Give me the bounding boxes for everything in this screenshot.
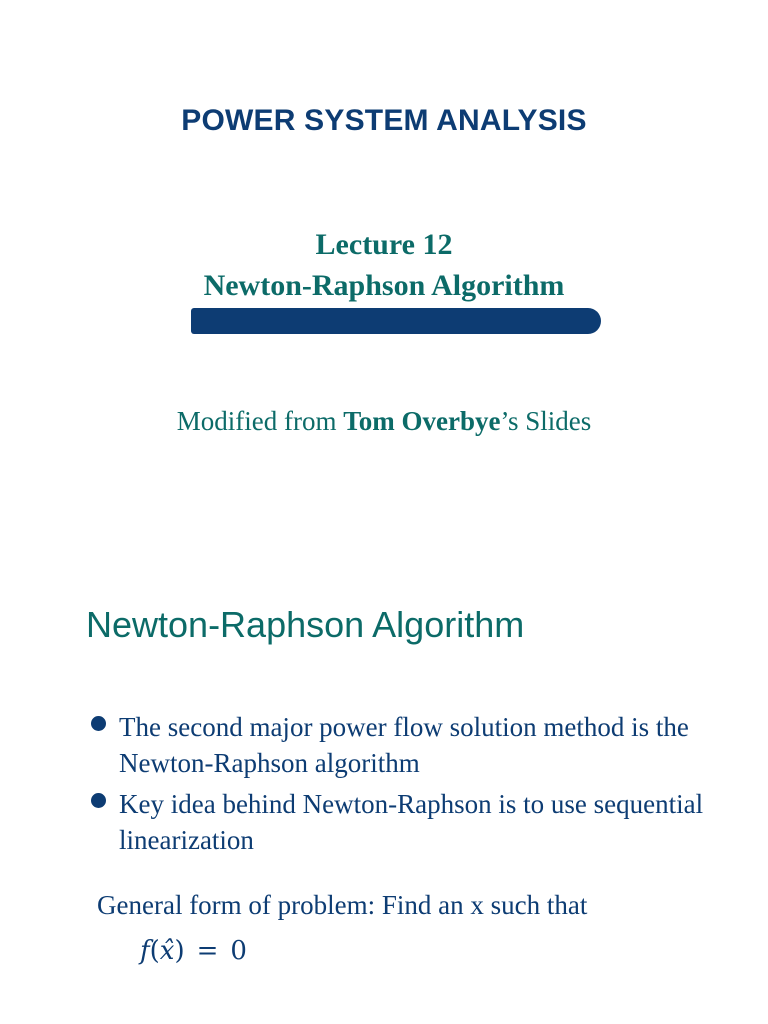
- equation-open-paren: (: [149, 936, 160, 966]
- credit-line: [0, 406, 768, 437]
- credit-suffix: ’s Slides: [500, 406, 592, 436]
- slide-title: Newton-Raphson Algorithm: [86, 604, 525, 645]
- equation-close-paren: ): [174, 936, 185, 966]
- bullet-text: Key idea behind Newton-Raphson is to use sequential linearization: [119, 789, 704, 855]
- credit-prefix: Modified from: [176, 406, 344, 436]
- bullet-dot-icon: [91, 716, 106, 731]
- lecture-topic: Newton-Raphson Algorithm: [203, 269, 565, 302]
- equation-variable: x̂: [159, 936, 175, 966]
- lecture-heading: [0, 224, 768, 306]
- equation: [140, 936, 247, 966]
- list-item: [90, 786, 730, 858]
- course-title: POWER SYSTEM ANALYSIS: [181, 104, 587, 137]
- equation-function: f: [140, 936, 150, 966]
- bullet-list: [90, 709, 730, 863]
- equation-rhs: 0: [230, 936, 247, 966]
- bullet-dot-icon: [91, 793, 106, 808]
- equation-operator: =: [196, 936, 219, 966]
- credit-author: Tom Overbye: [343, 406, 501, 436]
- bullet-text: The second major power flow solution method is the Newton-Raphson algorithm: [119, 712, 689, 778]
- decorative-bar: [191, 308, 601, 334]
- list-item: [90, 709, 730, 781]
- problem-statement: General form of problem: Find an x such that: [97, 890, 588, 920]
- lecture-number: Lecture 12: [315, 228, 453, 261]
